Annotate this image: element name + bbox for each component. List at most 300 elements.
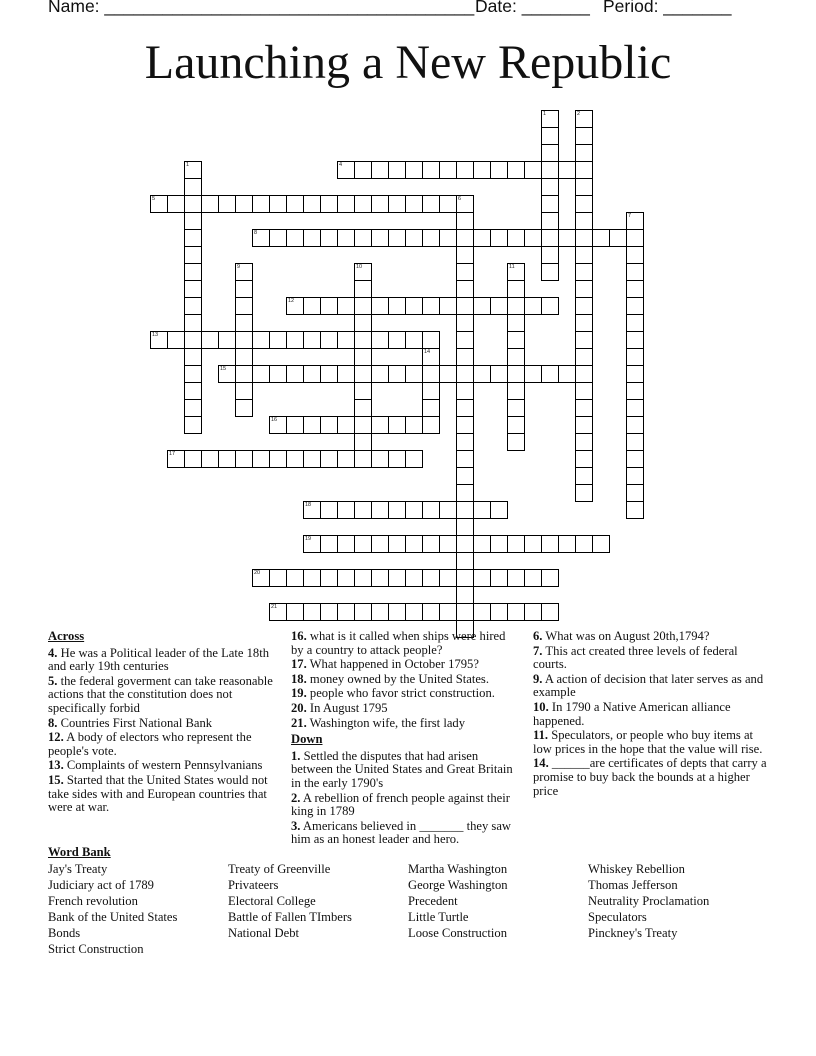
crossword-cell[interactable] (422, 399, 440, 417)
crossword-cell[interactable] (626, 467, 644, 485)
crossword-cell[interactable] (456, 433, 474, 451)
crossword-cell[interactable] (626, 229, 644, 247)
crossword-cell[interactable] (388, 161, 406, 179)
crossword-cell[interactable] (303, 603, 321, 621)
crossword-cell[interactable] (269, 365, 287, 383)
crossword-cell[interactable] (507, 433, 525, 451)
crossword-cell[interactable] (184, 297, 202, 315)
crossword-cell[interactable] (422, 501, 440, 519)
crossword-cell[interactable] (575, 161, 593, 179)
crossword-cell[interactable] (167, 195, 185, 213)
crossword-cell[interactable] (371, 297, 389, 315)
crossword-cell[interactable] (507, 416, 525, 434)
crossword-cell[interactable] (388, 603, 406, 621)
crossword-cell[interactable] (541, 263, 559, 281)
crossword-cell[interactable] (422, 569, 440, 587)
crossword-cell[interactable] (337, 331, 355, 349)
crossword-cell[interactable] (354, 416, 372, 434)
crossword-cell[interactable] (337, 365, 355, 383)
crossword-cell[interactable] (337, 450, 355, 468)
crossword-cell[interactable] (184, 331, 202, 349)
crossword-cell[interactable] (422, 161, 440, 179)
crossword-cell[interactable] (507, 331, 525, 349)
crossword-cell[interactable] (507, 569, 525, 587)
crossword-cell[interactable] (524, 365, 542, 383)
down-heading: Down (291, 732, 323, 747)
crossword-cell[interactable] (439, 297, 457, 315)
crossword-cell[interactable] (337, 229, 355, 247)
crossword-cell[interactable] (490, 365, 508, 383)
crossword-cell[interactable] (456, 229, 474, 247)
crossword-cell[interactable] (405, 297, 423, 315)
crossword-cell[interactable] (507, 297, 525, 315)
crossword-cell[interactable] (626, 263, 644, 281)
crossword-cell[interactable] (456, 263, 474, 281)
crossword-cell[interactable] (575, 195, 593, 213)
crossword-cell[interactable] (354, 331, 372, 349)
crossword-cell[interactable] (303, 331, 321, 349)
crossword-cell[interactable] (490, 229, 508, 247)
crossword-cell[interactable] (371, 603, 389, 621)
crossword-cell[interactable] (456, 569, 474, 587)
crossword-cell[interactable] (184, 382, 202, 400)
crossword-cell[interactable] (252, 331, 270, 349)
crossword-cell[interactable] (388, 535, 406, 553)
crossword-cell[interactable] (456, 535, 474, 553)
crossword-cell[interactable] (456, 603, 474, 621)
crossword-cell[interactable] (422, 535, 440, 553)
crossword-cell[interactable] (303, 195, 321, 213)
crossword-cell[interactable] (575, 484, 593, 502)
crossword-cell[interactable] (235, 365, 253, 383)
crossword-cell[interactable] (541, 161, 559, 179)
crossword-cell[interactable] (320, 416, 338, 434)
crossword-cell[interactable] (184, 229, 202, 247)
crossword-cell[interactable] (184, 348, 202, 366)
crossword-cell[interactable] (422, 603, 440, 621)
crossword-cell[interactable] (235, 280, 253, 298)
crossword-cell[interactable] (388, 450, 406, 468)
clue-number: 4 (339, 162, 343, 168)
crossword-cell[interactable] (626, 416, 644, 434)
crossword-cell[interactable] (575, 212, 593, 230)
crossword-cell[interactable] (201, 450, 219, 468)
crossword-cell[interactable] (405, 161, 423, 179)
crossword-cell[interactable] (184, 280, 202, 298)
crossword-cell[interactable] (354, 569, 372, 587)
crossword-cell[interactable] (337, 501, 355, 519)
crossword-cell[interactable] (337, 195, 355, 213)
crossword-cell[interactable] (286, 603, 304, 621)
crossword-cell[interactable] (439, 161, 457, 179)
crossword-cell[interactable] (456, 484, 474, 502)
crossword-cell[interactable] (405, 331, 423, 349)
crossword-cell[interactable] (524, 161, 542, 179)
crossword-cell[interactable] (507, 229, 525, 247)
crossword-cell[interactable] (371, 569, 389, 587)
crossword-cell[interactable] (524, 297, 542, 315)
word-bank-item: National Debt (228, 926, 299, 940)
crossword-cell[interactable] (626, 314, 644, 332)
crossword-cell[interactable] (575, 280, 593, 298)
crossword-cell[interactable] (507, 314, 525, 332)
crossword-cell[interactable] (575, 399, 593, 417)
crossword-cell[interactable] (473, 569, 491, 587)
crossword-cell[interactable] (235, 450, 253, 468)
crossword-cell[interactable] (456, 586, 474, 604)
crossword-cell[interactable] (575, 263, 593, 281)
crossword-cell[interactable] (167, 331, 185, 349)
crossword-cell[interactable] (507, 161, 525, 179)
crossword-cell[interactable] (303, 569, 321, 587)
crossword-cell[interactable] (405, 365, 423, 383)
word-bank-col-3 (408, 861, 508, 941)
crossword-cell[interactable] (422, 195, 440, 213)
crossword-cell[interactable] (320, 603, 338, 621)
crossword-cell[interactable] (337, 535, 355, 553)
crossword-cell[interactable] (320, 501, 338, 519)
crossword-cell[interactable] (201, 331, 219, 349)
crossword-cell[interactable] (575, 348, 593, 366)
crossword-cell[interactable] (575, 229, 593, 247)
crossword-cell[interactable] (456, 348, 474, 366)
crossword-cell[interactable] (558, 161, 576, 179)
crossword-cell[interactable] (371, 450, 389, 468)
crossword-cell[interactable] (405, 501, 423, 519)
crossword-cell[interactable] (575, 144, 593, 162)
crossword-cell[interactable] (388, 229, 406, 247)
date-field[interactable]: Date: _______ (475, 0, 590, 16)
crossword-cell[interactable] (354, 433, 372, 451)
crossword-cell[interactable] (320, 229, 338, 247)
crossword-cell[interactable] (524, 535, 542, 553)
crossword-cell[interactable] (286, 450, 304, 468)
crossword-cell[interactable] (303, 450, 321, 468)
crossword-cell[interactable] (473, 161, 491, 179)
clue-number: 8 (254, 230, 258, 236)
crossword-cell[interactable] (473, 603, 491, 621)
crossword-cell[interactable] (354, 603, 372, 621)
crossword-cell[interactable] (558, 229, 576, 247)
crossword-cell[interactable] (456, 450, 474, 468)
crossword-cell[interactable] (456, 382, 474, 400)
crossword-cell[interactable] (439, 603, 457, 621)
crossword-cell[interactable] (422, 331, 440, 349)
crossword-cell[interactable] (388, 365, 406, 383)
crossword-cell[interactable] (541, 178, 559, 196)
crossword-cell[interactable] (388, 569, 406, 587)
crossword-cell[interactable] (286, 229, 304, 247)
crossword-cell[interactable] (575, 246, 593, 264)
crossword-cell[interactable] (575, 331, 593, 349)
crossword-cell[interactable] (507, 399, 525, 417)
crossword-cell[interactable] (507, 280, 525, 298)
crossword-cell[interactable] (269, 569, 287, 587)
crossword-cell[interactable] (575, 467, 593, 485)
crossword-cell[interactable] (626, 331, 644, 349)
crossword-cell[interactable] (235, 314, 253, 332)
crossword-cell[interactable] (388, 501, 406, 519)
crossword-cell[interactable] (456, 399, 474, 417)
crossword-cell[interactable] (575, 178, 593, 196)
crossword-cell[interactable] (371, 416, 389, 434)
crossword-cell[interactable] (371, 501, 389, 519)
crossword-cell[interactable] (626, 297, 644, 315)
crossword-cell[interactable] (184, 365, 202, 383)
crossword-cell[interactable] (371, 535, 389, 553)
crossword-cell[interactable] (218, 450, 236, 468)
crossword-cell[interactable] (626, 450, 644, 468)
crossword-cell[interactable] (575, 382, 593, 400)
crossword-cell[interactable] (439, 365, 457, 383)
crossword-cell[interactable] (541, 246, 559, 264)
crossword-cell[interactable] (388, 195, 406, 213)
word-bank-item: Strict Construction (48, 942, 144, 956)
crossword-cell[interactable] (286, 331, 304, 349)
crossword-cell[interactable] (371, 365, 389, 383)
crossword-cell[interactable] (286, 195, 304, 213)
crossword-cell[interactable] (371, 331, 389, 349)
crossword-cell[interactable] (456, 365, 474, 383)
crossword-cell[interactable] (354, 348, 372, 366)
crossword-cell[interactable] (354, 365, 372, 383)
crossword-cell[interactable] (541, 603, 559, 621)
crossword-cell[interactable] (303, 416, 321, 434)
crossword-cell[interactable] (456, 314, 474, 332)
crossword-cell[interactable] (456, 297, 474, 315)
crossword-cell[interactable] (558, 365, 576, 383)
crossword-cell[interactable] (422, 382, 440, 400)
crossword-cell[interactable] (575, 450, 593, 468)
crossword-cell[interactable] (320, 535, 338, 553)
crossword-cell[interactable] (626, 382, 644, 400)
crossword-cell[interactable] (286, 569, 304, 587)
crossword-cell[interactable] (320, 195, 338, 213)
crossword-cell[interactable] (507, 348, 525, 366)
crossword-cell[interactable] (184, 212, 202, 230)
crossword-cell[interactable] (456, 416, 474, 434)
crossword-cell[interactable] (371, 161, 389, 179)
crossword-cell[interactable] (354, 314, 372, 332)
crossword-cell[interactable] (592, 229, 610, 247)
crossword-cell[interactable] (456, 280, 474, 298)
crossword-cell[interactable] (507, 382, 525, 400)
crossword-cell[interactable] (303, 365, 321, 383)
crossword-cell[interactable] (184, 314, 202, 332)
crossword-cell[interactable] (286, 365, 304, 383)
clue-down-3: 3. Americans believed in _______ they saw him as an honest leader and hero. (291, 818, 512, 847)
crossword-cell[interactable] (405, 450, 423, 468)
crossword-cell[interactable] (269, 331, 287, 349)
crossword-cell[interactable] (541, 144, 559, 162)
crossword-cell[interactable] (490, 603, 508, 621)
name-field[interactable]: Name: ______________________________________ (48, 0, 475, 16)
crossword-cell[interactable] (575, 365, 593, 383)
crossword-cell[interactable] (490, 569, 508, 587)
crossword-cell[interactable] (456, 467, 474, 485)
crossword-cell[interactable] (354, 195, 372, 213)
crossword-cell[interactable] (354, 399, 372, 417)
period-field[interactable]: Period: _______ (603, 0, 732, 16)
crossword-cell[interactable] (626, 365, 644, 383)
crossword-cell[interactable] (456, 518, 474, 536)
crossword-cell[interactable] (235, 382, 253, 400)
crossword-cell[interactable] (626, 246, 644, 264)
crossword-cell[interactable] (422, 416, 440, 434)
crossword-cell[interactable] (592, 535, 610, 553)
crossword-cell[interactable] (286, 416, 304, 434)
crossword-cell[interactable] (439, 195, 457, 213)
crossword-cell[interactable] (626, 348, 644, 366)
crossword-cell[interactable] (252, 195, 270, 213)
crossword-cell[interactable] (541, 195, 559, 213)
crossword-cell[interactable] (541, 212, 559, 230)
crossword-cell[interactable] (575, 127, 593, 145)
crossword-cell[interactable] (354, 450, 372, 468)
crossword-cell[interactable] (388, 297, 406, 315)
crossword-cell[interactable] (524, 603, 542, 621)
crossword-cell[interactable] (320, 297, 338, 315)
crossword-cell[interactable] (405, 569, 423, 587)
crossword-cell[interactable] (626, 280, 644, 298)
crossword-cell[interactable] (218, 331, 236, 349)
crossword-cell[interactable] (201, 195, 219, 213)
crossword-cell[interactable] (184, 399, 202, 417)
crossword-cell[interactable] (354, 382, 372, 400)
word-bank-item: Loose Construction (408, 926, 507, 940)
crossword-cell[interactable] (575, 416, 593, 434)
crossword-cell[interactable] (235, 399, 253, 417)
crossword-cell[interactable] (575, 314, 593, 332)
crossword-cell[interactable] (439, 501, 457, 519)
crossword-cell[interactable] (575, 535, 593, 553)
crossword-cell[interactable] (626, 399, 644, 417)
crossword-cell[interactable] (371, 229, 389, 247)
crossword-cell[interactable] (354, 161, 372, 179)
crossword-cell[interactable] (490, 297, 508, 315)
crossword-cell[interactable] (184, 195, 202, 213)
crossword-cell[interactable] (184, 178, 202, 196)
crossword-cell[interactable] (456, 161, 474, 179)
crossword-cell[interactable] (371, 195, 389, 213)
crossword-cell[interactable] (320, 450, 338, 468)
crossword-cell[interactable] (337, 297, 355, 315)
crossword-cell[interactable] (269, 229, 287, 247)
crossword-cell[interactable] (490, 161, 508, 179)
crossword-cell[interactable] (575, 297, 593, 315)
crossword-cell[interactable] (184, 246, 202, 264)
clue-across-12: 12. A body of electors who represent the people's vote. (48, 730, 252, 758)
crossword-cell[interactable] (354, 535, 372, 553)
crossword-cell[interactable] (337, 569, 355, 587)
crossword-cell[interactable] (626, 484, 644, 502)
crossword-cell[interactable] (456, 552, 474, 570)
crossword-cell[interactable] (507, 535, 525, 553)
crossword-cell[interactable] (235, 297, 253, 315)
crossword-cell[interactable] (303, 297, 321, 315)
crossword-cell[interactable] (422, 229, 440, 247)
crossword-cell[interactable] (541, 229, 559, 247)
crossword-cell[interactable] (235, 195, 253, 213)
crossword-cell[interactable] (337, 603, 355, 621)
crossword-cell[interactable] (541, 297, 559, 315)
crossword-cell[interactable] (439, 229, 457, 247)
crossword-cell[interactable] (235, 331, 253, 349)
crossword-cell[interactable] (405, 535, 423, 553)
crossword-cell[interactable] (405, 229, 423, 247)
crossword-cell[interactable] (473, 501, 491, 519)
crossword-cell[interactable] (405, 603, 423, 621)
crossword-cell[interactable] (541, 127, 559, 145)
crossword-cell[interactable] (354, 501, 372, 519)
word-bank-item: Whiskey Rebellion (588, 862, 685, 876)
crossword-cell[interactable] (456, 331, 474, 349)
crossword-cell[interactable] (184, 450, 202, 468)
crossword-cell[interactable] (626, 433, 644, 451)
crossword-cell[interactable] (575, 433, 593, 451)
crossword-cell[interactable] (490, 535, 508, 553)
crossword-cell[interactable] (320, 331, 338, 349)
crossword-cell[interactable] (473, 535, 491, 553)
crossword-cell[interactable] (354, 280, 372, 298)
crossword-cell[interactable] (507, 603, 525, 621)
crossword-cell[interactable] (456, 246, 474, 264)
crossword-cell[interactable] (541, 535, 559, 553)
crossword-cell[interactable] (439, 535, 457, 553)
crossword-cell[interactable] (252, 450, 270, 468)
crossword-cell[interactable] (354, 229, 372, 247)
crossword-cell[interactable] (524, 229, 542, 247)
crossword-cell[interactable] (473, 229, 491, 247)
crossword-cell[interactable] (456, 501, 474, 519)
crossword-cell[interactable] (456, 212, 474, 230)
crossword-cell[interactable] (490, 501, 508, 519)
crossword-cell[interactable] (235, 348, 253, 366)
crossword-cell[interactable] (320, 569, 338, 587)
crossword-cell[interactable] (439, 569, 457, 587)
crossword-cell[interactable] (337, 416, 355, 434)
crossword-cell[interactable] (558, 535, 576, 553)
crossword-cell[interactable] (422, 297, 440, 315)
crossword-cell[interactable] (405, 195, 423, 213)
crossword-cell[interactable] (303, 229, 321, 247)
crossword-cell[interactable] (609, 229, 627, 247)
crossword-cell[interactable] (524, 569, 542, 587)
clue-down-6: 6. What was on August 20th,1794? (533, 629, 710, 643)
word-bank-item: Electoral College (228, 894, 316, 908)
crossword-cell[interactable] (626, 501, 644, 519)
crossword-cell[interactable] (354, 297, 372, 315)
crossword-cell[interactable] (422, 365, 440, 383)
crossword-cell[interactable] (184, 263, 202, 281)
crossword-cell[interactable] (269, 195, 287, 213)
crossword-cell[interactable] (269, 450, 287, 468)
crossword-cell[interactable] (388, 416, 406, 434)
crossword-cell[interactable] (218, 195, 236, 213)
crossword-cell[interactable] (320, 365, 338, 383)
crossword-cell[interactable] (473, 365, 491, 383)
crossword-cell[interactable] (184, 416, 202, 434)
crossword-cell[interactable] (541, 365, 559, 383)
crossword-cell[interactable] (252, 365, 270, 383)
crossword-cell[interactable] (541, 569, 559, 587)
clue-number: 18 (305, 502, 312, 508)
crossword-cell[interactable] (507, 365, 525, 383)
crossword-cell[interactable] (473, 297, 491, 315)
crossword-cell[interactable] (388, 331, 406, 349)
clue-number: 16 (271, 417, 278, 423)
crossword-cell[interactable] (405, 416, 423, 434)
